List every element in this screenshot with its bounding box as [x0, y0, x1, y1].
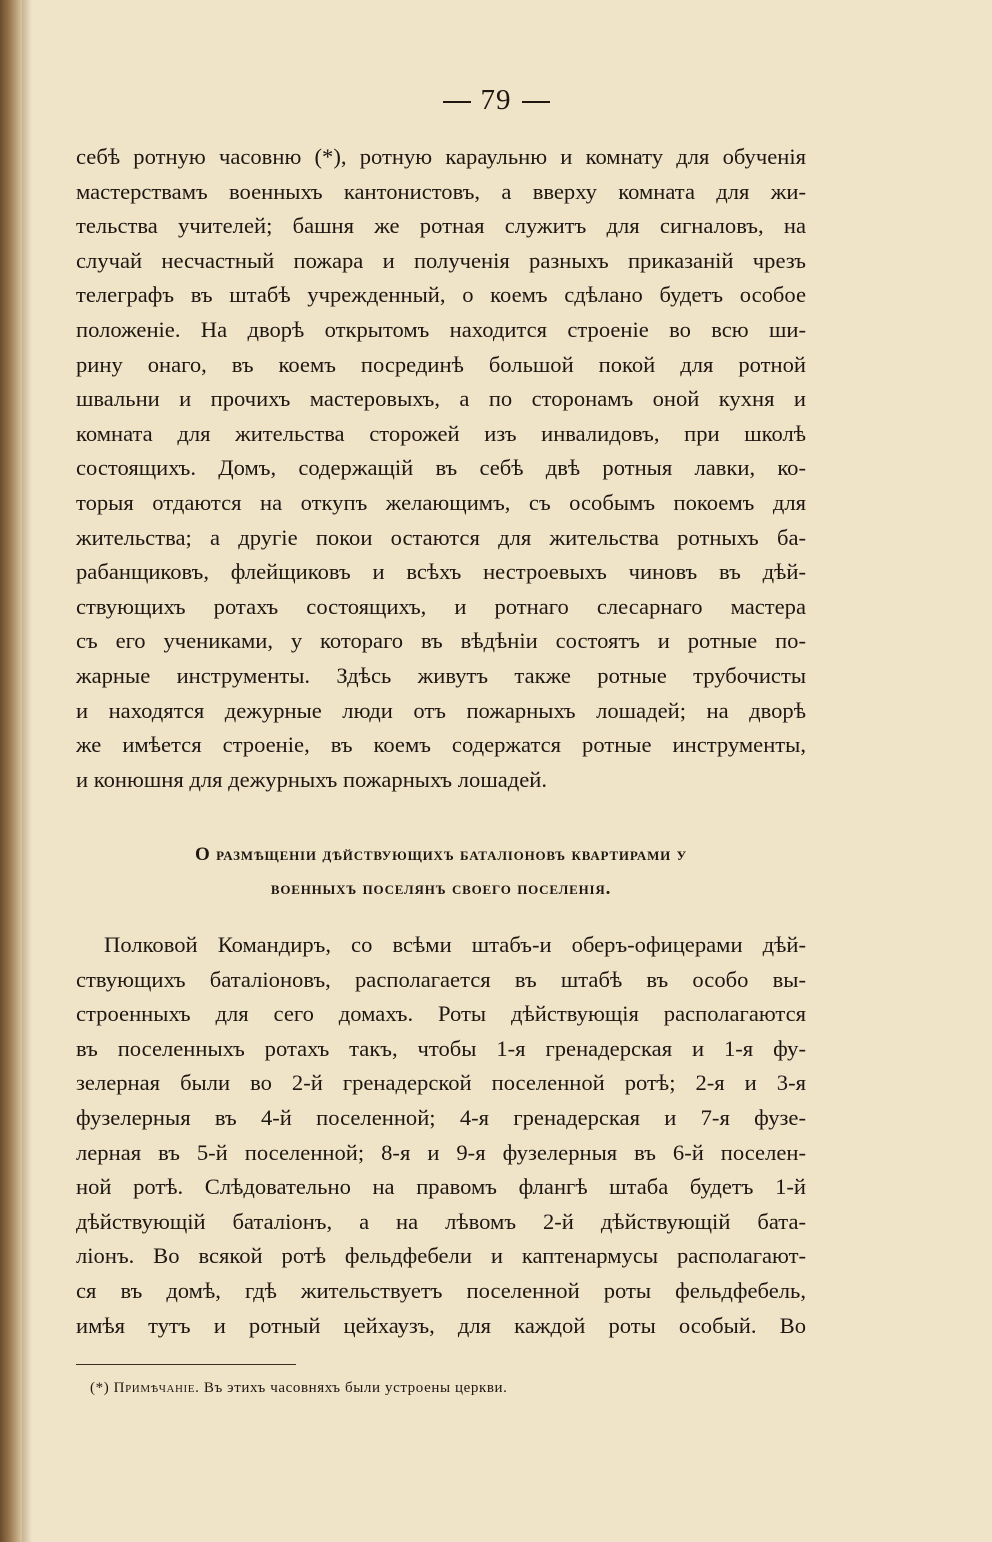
text-line: въ поселенныхъ ротахъ такъ, чтобы 1-я гренадерская и 1-я фу-	[76, 1035, 806, 1061]
text-line: ствующихъ баталіоновъ, располагается въ штабѣ въ особо вы-	[76, 966, 806, 992]
text-line: жарные инструменты. Здѣсь живутъ также ротные трубочисты	[76, 662, 806, 688]
text-line: ся въ домѣ, гдѣ жительствуетъ поселенной роты фельдфебель,	[76, 1277, 806, 1303]
page-number-dash-right	[522, 101, 550, 103]
text-line: лерная въ 5-й поселенной; 8-я и 9-я фузелерныя въ 6-й поселен-	[76, 1139, 806, 1165]
text-line: имѣя тутъ и ротный цейхаузъ, для каждой роты особый. Во	[76, 1312, 806, 1338]
text-line: ной ротѣ. Слѣдовательно на правомъ флангѣ штаба будетъ 1-й	[76, 1174, 806, 1200]
text-line: фузелерныя въ 4-й поселенной; 4-я гренадерская и 7-я фузе-	[76, 1104, 806, 1130]
page-number-value: 79	[480, 84, 512, 116]
section-heading-line-1: О размѣщеніи дѣйствующихъ баталіоновъ квартирами у	[195, 844, 687, 865]
paragraph-2	[76, 928, 806, 1343]
text-line: зелерная были во 2-й гренадерской поселенной ротѣ; 2-я и 3-я	[76, 1070, 806, 1096]
text-line: же имѣется строеніе, въ коемъ содержатся ротные инструменты,	[76, 732, 806, 758]
text-line: рабанщиковъ, флейщиковъ и всѣхъ нестроевыхъ чиновъ въ дѣй-	[76, 559, 806, 585]
text-line: положеніе. На дворѣ открытомъ находится строеніе во всю ши-	[76, 316, 806, 342]
text-line: рину онаго, въ коемъ посрединѣ большой покой для ротной	[76, 351, 806, 377]
text-line: комната для жительства сторожей изъ инвалидовъ, при школѣ	[76, 420, 806, 446]
text-line: ствующихъ ротахъ состоящихъ, и ротнаго слесарнаго мастера	[76, 593, 806, 619]
text-line: строенныхъ для сего домахъ. Роты дѣйствующія располагаются	[76, 1001, 806, 1027]
footnote-label: Примѣчаніе.	[113, 1380, 200, 1396]
footnote	[90, 1377, 790, 1399]
text-line: тельства учителей; башня же ротная служитъ для сигналовъ, на	[76, 213, 806, 239]
book-binding	[0, 0, 22, 1542]
footnote-divider	[76, 1364, 296, 1365]
text-line: ліонъ. Во всякой ротѣ фельдфебели и каптенармусы располагают-	[76, 1243, 806, 1269]
text-line: и конюшня для дежурныхъ пожарныхъ лошадей.	[76, 766, 548, 792]
text-line: случай несчастный пожара и полученія разныхъ приказаній чрезъ	[76, 247, 806, 273]
section-heading-line-2: военныхъ поселянъ своего поселенія.	[270, 878, 612, 899]
page-gutter-shadow	[22, 0, 32, 1542]
text-line: мастерствамъ военныхъ кантонистовъ, а вверху комната для жи-	[76, 178, 806, 204]
text-line: швальни и прочихъ мастеровыхъ, а по сторонамъ оной кухня и	[76, 386, 806, 412]
page-number	[0, 84, 992, 117]
text-line: дѣйствующій баталіонъ, а на лѣвомъ 2-й дѣйствующій бата-	[76, 1208, 806, 1234]
page-number-dash-left	[443, 101, 471, 103]
text-line: жительства; а другіе покои остаются для жительства ротныхъ ба-	[76, 524, 806, 550]
text-line: съ его учениками, у котораго въ вѣдѣніи состоятъ и ротные по-	[76, 628, 806, 654]
footnote-text: Въ этихъ часовняхъ были устроены церкви.	[203, 1380, 508, 1396]
text-line: себѣ ротную часовню (*), ротную караульню и комнату для обученія	[76, 144, 806, 169]
text-line: телеграфъ въ штабѣ учрежденный, о коемъ сдѣлано будетъ особое	[76, 282, 806, 308]
text-line: состоящихъ. Домъ, содержащій въ себѣ двѣ ротныя лавки, ко-	[76, 455, 806, 481]
paragraph-1	[76, 140, 806, 797]
footnote-marker: (*)	[90, 1380, 110, 1396]
text-line: и находятся дежурные люди отъ пожарныхъ лошадей; на дворѣ	[76, 697, 806, 723]
text-line: Полковой Командиръ, со всѣми штабъ-и оберъ-офицерами дѣй-	[104, 932, 806, 957]
text-line: торыя отдаются на откупъ желающимъ, съ особымъ покоемъ для	[76, 489, 806, 515]
